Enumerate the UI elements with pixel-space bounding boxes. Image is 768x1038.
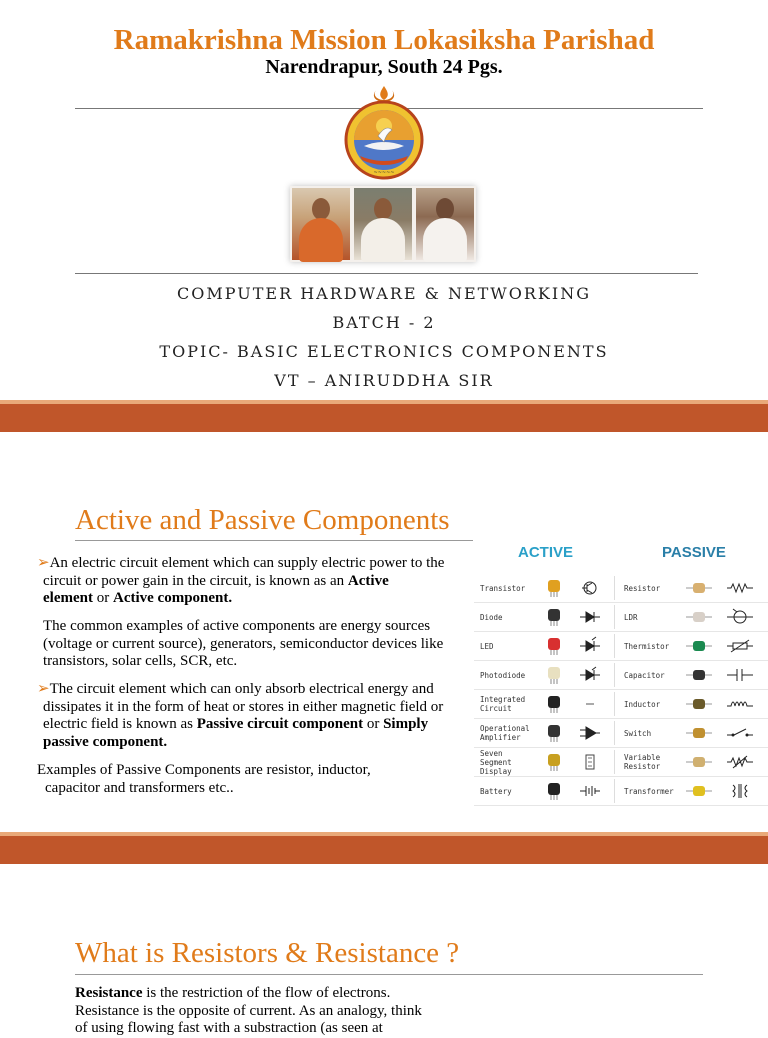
passive-component-name: LDR [624,612,638,622]
resistance-definition: Resistance is the restriction of the flow of electrons. Resistance is the opposite of current. As an analogy, think of using flowing fast with a substraction (as seen at [75,985,422,1036]
ldr-photo-icon [680,607,718,627]
resistor-icon [718,580,762,596]
active-component-name: Battery [480,786,512,796]
passive-component-name: Switch [624,728,652,738]
passive-header: PASSIVE [662,544,726,561]
batch-label: BATCH - 2 [332,313,436,332]
capacitor-photo-icon [680,665,718,685]
org-title: Ramakrishna Mission Lokasiksha Parishad [113,24,655,56]
table-row [474,574,768,603]
opamp-icon [570,725,610,741]
portrait-image [416,188,474,260]
capacitor-icon [718,667,762,683]
active-component-name: Seven Segment Display [480,748,512,776]
active-definition: ➢An electric circuit element which can supply electric power to the circuit or power gain in the circuit, is known as an Active element or Active component. [37,555,445,606]
switch-photo-icon [680,723,718,743]
components-table [474,540,768,810]
inductor-icon [718,696,762,712]
passive-examples: Examples of Passive Components are resistor, inductor, capacitor and transformers etc.. [37,762,371,796]
diode-icon [570,609,610,625]
active-component-name: Integrated Circuit [480,695,526,713]
bullet-arrow-icon: ➢ [37,681,50,697]
passive-component-name: Resistor [624,583,661,593]
active-component-name: Transistor [480,583,526,593]
active-component-name: Diode [480,612,503,622]
active-component-name: Photodiode [480,670,526,680]
instructor-label: VT – ANIRUDDHA SIR [274,371,494,390]
transformer-photo-icon [680,781,718,801]
section-title: Active and Passive Components [75,504,450,536]
ldr-icon [718,609,762,625]
table-row [474,690,768,719]
ic-icon [570,696,610,712]
table-row [474,777,768,806]
passive-component-name: Inductor [624,699,661,709]
switch-icon [718,725,762,741]
course-name: COMPUTER HARDWARE & NETWORKING [177,284,591,303]
topic-label: TOPIC- BASIC ELECTRONICS COMPONENTS [159,342,609,361]
table-row [474,661,768,690]
seven-segment-icon [570,754,610,770]
variable-resistor-photo-icon [680,752,718,772]
title-underline [75,974,703,975]
slide-separator [0,836,768,864]
active-component-name: LED [480,641,494,651]
transformer-icon [718,783,762,799]
seven-segment-photo-icon [538,752,570,772]
transistor-photo-icon [538,578,570,598]
resistor-photo-icon [680,578,718,598]
table-row [474,719,768,748]
section-title-resistors: What is Resistors & Resistance ? [75,937,460,969]
thermistor-icon [718,638,762,654]
ic-photo-icon [538,694,570,714]
passive-component-name: Capacitor [624,670,665,680]
opamp-photo-icon [538,723,570,743]
active-component-name: Operational Amplifier [480,724,530,742]
led-photo-icon [538,636,570,656]
title-underline [75,540,473,541]
passive-component-name: Transformer [624,786,674,796]
portrait-image [354,188,412,260]
led-icon [570,638,610,654]
inductor-photo-icon [680,694,718,714]
mission-emblem-icon [340,84,428,180]
passive-definition: ➢The circuit element which can only absorb electrical energy and dissipates it in the form of heat or stores in either magnetic field or electric field is known as Passive circuit component or Simply passive component. [37,681,444,750]
portrait-strip [290,186,476,262]
title-slide [0,0,768,400]
components-rows [474,574,768,806]
thermistor-photo-icon [680,636,718,656]
slide-separator [0,404,768,432]
active-examples: The common examples of active components are energy sources (voltage or current source), generators, semiconductor devices like transistors, solar cells, SCR, etc. [43,618,444,669]
passive-component-name: Variable Resistor [624,753,661,771]
passive-component-name: Thermistor [624,641,670,651]
table-row [474,603,768,632]
battery-icon [570,783,610,799]
active-header: ACTIVE [518,544,574,561]
photodiode-photo-icon [538,665,570,685]
diode-photo-icon [538,607,570,627]
table-row [474,748,768,777]
svg-text:~~~~~: ~~~~~ [373,170,395,176]
table-row [474,632,768,661]
photodiode-icon [570,667,610,683]
variable-resistor-icon [718,754,762,770]
bullet-arrow-icon: ➢ [37,555,50,571]
transistor-icon [570,580,610,596]
middle-divider [75,273,698,274]
battery-photo-icon [538,781,570,801]
portrait-image [292,188,350,260]
org-subtitle: Narendrapur, South 24 Pgs. [265,56,503,78]
